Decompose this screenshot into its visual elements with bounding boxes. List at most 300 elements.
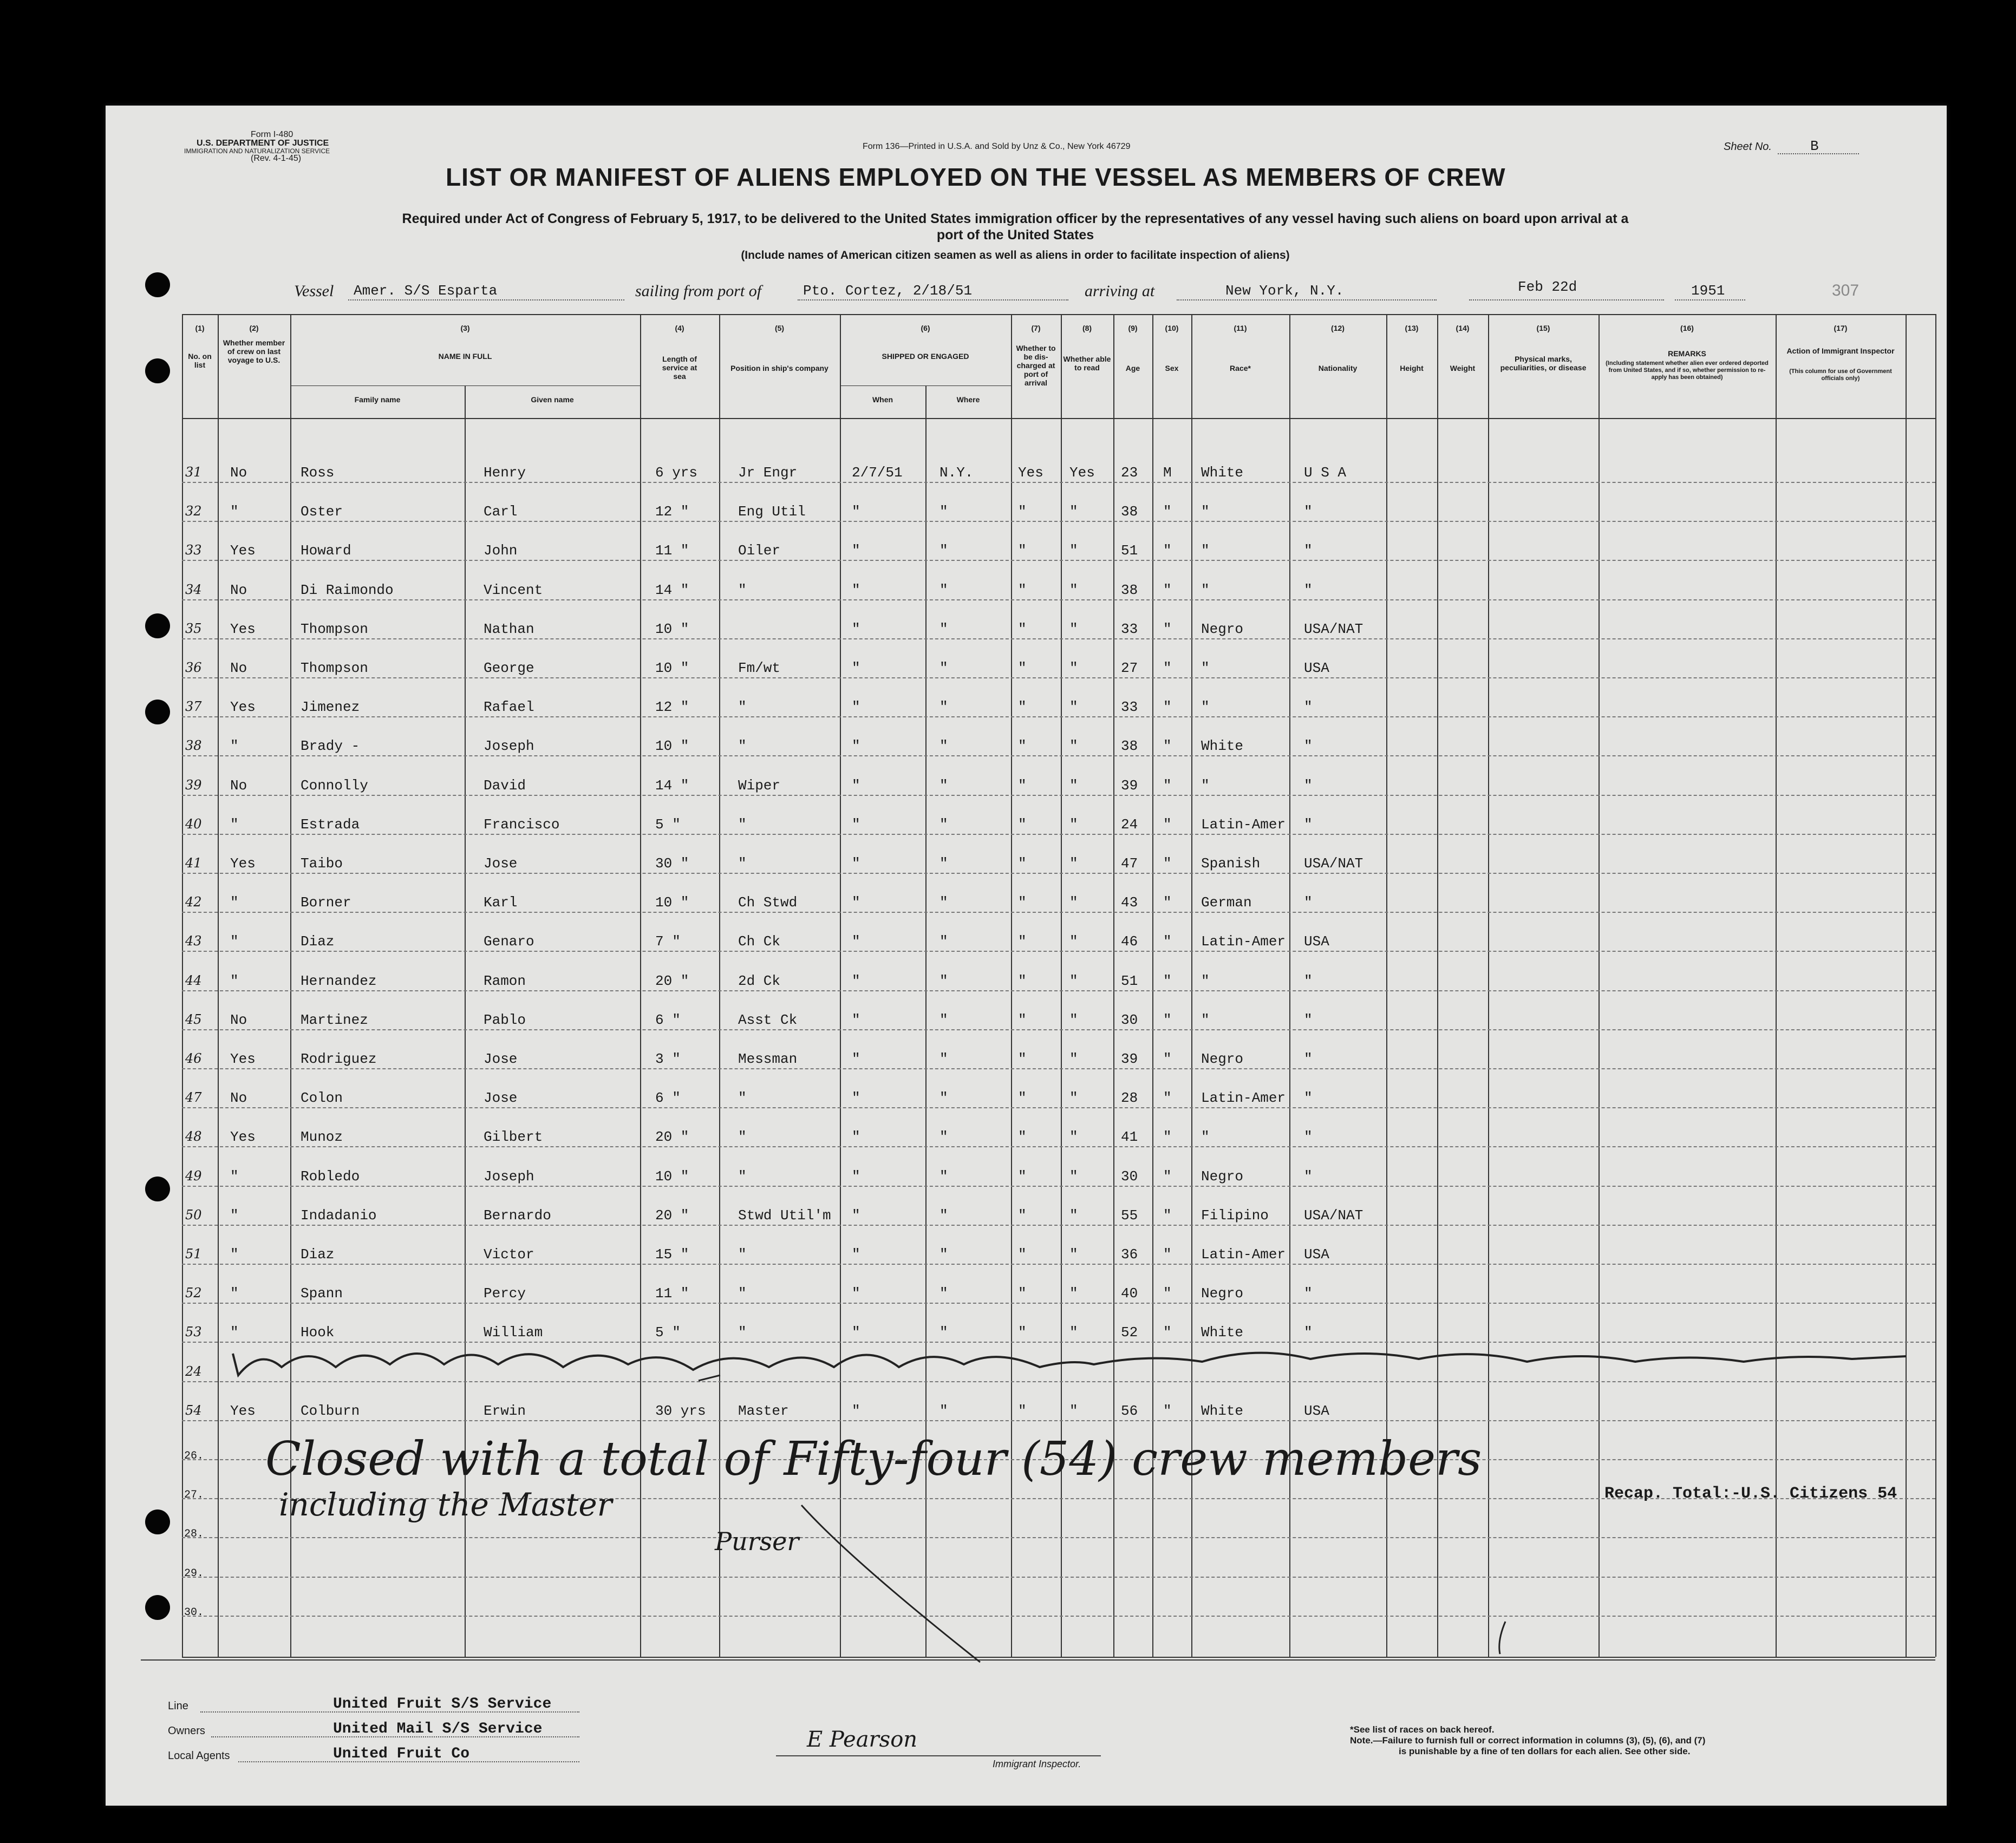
discharged-cell: " <box>1018 699 1027 715</box>
ruled-line <box>182 795 1935 796</box>
family-name-cell: Colburn <box>301 1403 360 1419</box>
sheet-number-underline <box>1778 153 1859 154</box>
race-cell: White <box>1201 1324 1244 1341</box>
closing-note-line-2: including the Master <box>279 1486 612 1523</box>
able-read-cell: " <box>1069 1285 1078 1302</box>
prev-voyage-cell: " <box>230 1285 239 1302</box>
shipped-where-cell: " <box>940 582 948 598</box>
prev-voyage-cell: Yes <box>230 1403 256 1419</box>
arriving-value: New York, N.Y. <box>1225 283 1344 299</box>
family-name-cell: Munoz <box>301 1129 343 1145</box>
header-bottom-border <box>182 418 1935 419</box>
nationality-cell: " <box>1304 816 1313 833</box>
age-cell: 51 <box>1121 973 1138 989</box>
length-service-cell: 10 " <box>655 894 689 911</box>
closing-note-line-1: Closed with a total of Fifty-four (54) crew members <box>265 1432 1482 1486</box>
header-member-last-voyage: Whether member of crew on last voyage to U.S. <box>223 338 285 364</box>
position-cell: Master <box>738 1403 789 1419</box>
position-cell: Ch Stwd <box>738 894 798 911</box>
row-number: 49 <box>185 1168 202 1184</box>
header-race: Race* <box>1230 364 1251 372</box>
purser-signature: Purser <box>715 1527 799 1556</box>
position-cell: " <box>738 582 747 598</box>
family-name-cell: Martinez <box>301 1012 368 1028</box>
punch-hole <box>145 1177 170 1201</box>
position-cell: " <box>738 1129 747 1145</box>
sailing-underline <box>798 299 1068 300</box>
discharged-cell: " <box>1018 504 1027 520</box>
discharged-cell: " <box>1018 1168 1027 1185</box>
row-number: 53 <box>185 1324 202 1339</box>
ruled-line <box>182 1537 1935 1538</box>
length-service-cell: 6 " <box>655 1012 681 1028</box>
row-number: 37 <box>185 699 202 714</box>
able-read-cell: " <box>1069 1246 1078 1263</box>
prev-voyage-cell: " <box>230 894 239 911</box>
header-discharged: Whether to be dis-charged at port of arrival <box>1016 344 1056 387</box>
prev-voyage-cell: " <box>230 973 239 989</box>
prev-voyage-cell: " <box>230 1324 239 1341</box>
shipped-when-cell: " <box>852 1246 860 1263</box>
shipped-when-cell: " <box>852 504 860 520</box>
sex-cell: " <box>1163 1090 1172 1106</box>
race-cell: Negro <box>1201 621 1244 637</box>
given-name-cell: Jose <box>484 1051 518 1067</box>
given-name-cell: Victor <box>484 1246 534 1263</box>
header-name-in-full: NAME IN FULL <box>438 352 492 361</box>
ruled-line <box>182 482 1935 483</box>
blank-row-number: 30. <box>184 1606 204 1619</box>
row-number: 51 <box>185 1246 202 1262</box>
prev-voyage-cell: Yes <box>230 543 256 559</box>
shipped-where-cell: " <box>940 699 948 715</box>
subtitle-line-3: (Include names of American citizen seamen as well as aliens in order to facilitate inspection of aliens) <box>741 249 1290 262</box>
line-value: United Fruit S/S Service <box>333 1696 552 1713</box>
race-cell: " <box>1201 699 1210 715</box>
age-cell: 24 <box>1121 816 1138 833</box>
header-sex: Sex <box>1165 364 1179 372</box>
shipped-when-cell: " <box>852 1012 860 1028</box>
family-name-cell: Oster <box>301 504 343 520</box>
prev-voyage-cell: No <box>230 660 247 676</box>
length-service-cell: 30 " <box>655 855 689 872</box>
row-number: 44 <box>185 973 202 988</box>
prev-voyage-cell: No <box>230 1012 247 1028</box>
age-cell: 39 <box>1121 1051 1138 1067</box>
service: IMMIGRATION AND NATURALIZATION SERVICE <box>184 147 330 155</box>
position-cell: Ch Ck <box>738 933 781 950</box>
col-num: (1) <box>195 324 205 332</box>
sex-cell: " <box>1163 777 1172 794</box>
race-cell: " <box>1201 504 1210 520</box>
date-value: Feb 22d <box>1518 279 1577 295</box>
punch-hole <box>145 1595 170 1620</box>
race-cell: " <box>1201 777 1210 794</box>
discharged-cell: " <box>1018 1129 1027 1145</box>
col-num: (12) <box>1331 324 1345 332</box>
subtitle-line-1: Required under Act of Congress of February 5, 1917, to be delivered to the United States immigration officer by the representatives of any vessel having such aliens on board upon arrival at a <box>402 211 1629 226</box>
nationality-cell: " <box>1304 973 1313 989</box>
length-service-cell: 30 yrs <box>655 1403 706 1419</box>
position-cell: " <box>738 1324 747 1341</box>
col-num: (4) <box>675 324 684 332</box>
age-cell: 51 <box>1121 543 1138 559</box>
length-service-cell: 6 yrs <box>655 465 698 481</box>
discharged-cell: " <box>1018 738 1027 754</box>
discharged-cell: " <box>1018 855 1027 872</box>
length-service-cell: 20 " <box>655 1129 689 1145</box>
blank-row-number: 29. <box>184 1567 204 1580</box>
age-cell: 33 <box>1121 699 1138 715</box>
header-no-on-list: No. on list <box>188 352 212 369</box>
given-name-cell: John <box>484 543 518 559</box>
position-cell: " <box>738 699 747 715</box>
shipped-where-cell: " <box>940 1168 948 1185</box>
header-when: When <box>872 395 893 404</box>
col-num: (16) <box>1680 324 1694 332</box>
footer-separator <box>141 1659 1935 1661</box>
sex-cell: " <box>1163 1324 1172 1341</box>
nationality-cell: " <box>1304 1129 1313 1145</box>
discharged-cell: " <box>1018 1090 1027 1106</box>
ruled-line <box>182 1303 1935 1304</box>
age-cell: 52 <box>1121 1324 1138 1341</box>
nationality-cell: " <box>1304 1051 1313 1067</box>
discharged-cell: " <box>1018 777 1027 794</box>
discharged-cell: " <box>1018 894 1027 911</box>
able-read-cell: " <box>1069 1129 1078 1145</box>
family-name-cell: Thompson <box>301 621 368 637</box>
family-name-cell: Estrada <box>301 816 360 833</box>
age-cell: 38 <box>1121 738 1138 754</box>
prev-voyage-cell: No <box>230 465 247 481</box>
prev-voyage-cell: " <box>230 933 239 950</box>
family-name-cell: Thompson <box>301 660 368 676</box>
sex-cell: " <box>1163 660 1172 676</box>
shipped-where-cell: " <box>940 973 948 989</box>
col-num: (11) <box>1234 324 1247 332</box>
length-service-cell: 11 " <box>655 1285 689 1302</box>
ruled-line <box>182 1616 1935 1617</box>
discharged-cell: " <box>1018 1051 1027 1067</box>
sex-cell: " <box>1163 738 1172 754</box>
penalty-note-2: is punishable by a fine of ten dollars for each alien. See other side. <box>1399 1746 1691 1756</box>
position-cell: " <box>738 855 747 872</box>
length-service-cell: 10 " <box>655 621 689 637</box>
shipped-when-cell: " <box>852 855 860 872</box>
shipped-when-cell: " <box>852 543 860 559</box>
sex-cell: M <box>1163 465 1172 481</box>
shipped-when-cell: " <box>852 1129 860 1145</box>
nationality-cell: " <box>1304 543 1313 559</box>
discharged-cell: " <box>1018 816 1027 833</box>
ruled-line <box>182 912 1935 913</box>
age-cell: 36 <box>1121 1246 1138 1263</box>
signature-underline <box>776 1755 1101 1756</box>
position-cell: " <box>738 1090 747 1106</box>
able-read-cell: " <box>1069 933 1078 950</box>
prev-voyage-cell: Yes <box>230 699 256 715</box>
sex-cell: " <box>1163 855 1172 872</box>
shipped-when-cell: " <box>852 1051 860 1067</box>
given-name-cell: Vincent <box>484 582 543 598</box>
ruled-line <box>182 638 1935 639</box>
shipped-when-cell: " <box>852 699 860 715</box>
header-weight: Weight <box>1450 364 1476 372</box>
able-read-cell: " <box>1069 504 1078 520</box>
shipped-when-cell: " <box>852 1207 860 1224</box>
year-value: 1951 <box>1691 283 1725 299</box>
race-cell: " <box>1201 660 1210 676</box>
race-cell: White <box>1201 738 1244 754</box>
punch-hole <box>145 272 170 297</box>
ruled-line <box>182 990 1935 991</box>
row-number: 52 <box>185 1285 202 1300</box>
ruled-line <box>182 677 1935 678</box>
nationality-cell: USA <box>1304 1403 1329 1419</box>
nationality-cell: " <box>1304 894 1313 911</box>
shipped-when-cell: " <box>852 816 860 833</box>
prev-voyage-cell: " <box>230 1246 239 1263</box>
nationality-cell: USA/NAT <box>1304 1207 1363 1224</box>
sex-cell: " <box>1163 504 1172 520</box>
position-cell: Asst Ck <box>738 1012 798 1028</box>
length-service-cell: 6 " <box>655 1090 681 1106</box>
row-number: 34 <box>185 582 202 597</box>
column-divider <box>182 314 183 1657</box>
shipped-where-cell: " <box>940 1090 948 1106</box>
nationality-cell: " <box>1304 1324 1313 1341</box>
header-length-service: Length of service at sea <box>662 355 697 381</box>
sex-cell: " <box>1163 973 1172 989</box>
col-num: (10) <box>1165 324 1179 332</box>
owners-label: Owners <box>168 1725 205 1737</box>
position-cell: 2d Ck <box>738 973 781 989</box>
row-number: 38 <box>185 738 202 753</box>
age-cell: 38 <box>1121 504 1138 520</box>
length-service-cell: 10 " <box>655 738 689 754</box>
sailing-label: sailing from port of <box>635 282 762 300</box>
shipped-where-cell: " <box>940 855 948 872</box>
sex-cell: " <box>1163 543 1172 559</box>
column-divider <box>1906 314 1907 1657</box>
row-number: 48 <box>185 1129 202 1144</box>
ruled-line <box>182 1186 1935 1187</box>
prev-voyage-cell: " <box>230 1168 239 1185</box>
age-cell: 43 <box>1121 894 1138 911</box>
shipped-where-cell: " <box>940 1403 948 1419</box>
shipped-where-cell: " <box>940 1246 948 1263</box>
given-name-cell: Carl <box>484 504 518 520</box>
length-service-cell: 14 " <box>655 777 689 794</box>
column-divider <box>1599 314 1600 1657</box>
given-name-cell: Karl <box>484 894 518 911</box>
shipped-where-cell: " <box>940 777 948 794</box>
ruled-line <box>182 1264 1935 1265</box>
sailing-value: Pto. Cortez, 2/18/51 <box>803 283 973 299</box>
header-nationality: Nationality <box>1318 364 1358 372</box>
able-read-cell: " <box>1069 816 1078 833</box>
given-name-cell: Rafael <box>484 699 534 715</box>
able-read-cell: " <box>1069 973 1078 989</box>
ruled-line <box>182 1029 1935 1030</box>
header-given-name: Given name <box>531 395 574 404</box>
shipped-when-cell: " <box>852 933 860 950</box>
age-cell: 56 <box>1121 1403 1138 1419</box>
header-where: Where <box>956 395 980 404</box>
ruled-line <box>182 560 1935 561</box>
given-name-cell: Francisco <box>484 816 560 833</box>
shipped-when-cell: " <box>852 1324 860 1341</box>
vessel-underline <box>348 299 624 300</box>
family-name-cell: Ross <box>301 465 335 481</box>
header-remarks-note: (Including statement whether alien ever ordered deported from United States, and if so, whether permission to re-apply has been obtained) <box>1606 360 1769 381</box>
age-cell: 47 <box>1121 855 1138 872</box>
age-cell: 39 <box>1121 777 1138 794</box>
shipped-when-cell: " <box>852 738 860 754</box>
nationality-cell: U S A <box>1304 465 1347 481</box>
given-name-cell: Jose <box>484 855 518 872</box>
discharged-cell: " <box>1018 543 1027 559</box>
age-cell: 46 <box>1121 933 1138 950</box>
race-cell: Latin-Amer <box>1201 1090 1286 1106</box>
revision: (Rev. 4-1-45) <box>251 154 302 163</box>
recap-total: Recap. Total:-U.S. Citizens 54 <box>1604 1485 1897 1503</box>
date-underline <box>1469 299 1664 300</box>
race-cell: Latin-Amer <box>1201 1246 1286 1263</box>
line-label: Line <box>168 1700 188 1712</box>
position-cell: Wiper <box>738 777 781 794</box>
column-divider <box>1488 314 1489 1657</box>
given-name-cell: Pablo <box>484 1012 526 1028</box>
race-cell: White <box>1201 465 1244 481</box>
ruled-line <box>182 1146 1935 1147</box>
shipped-where-cell: " <box>940 933 948 950</box>
row-number: 35 <box>185 621 202 636</box>
race-cell: " <box>1201 582 1210 598</box>
nationality-cell: USA <box>1304 933 1329 950</box>
col-num: (9) <box>1128 324 1138 332</box>
sheet-label: Sheet No. <box>1724 141 1772 153</box>
given-name-cell: Joseph <box>484 738 534 754</box>
department: U.S. DEPARTMENT OF JUSTICE <box>197 139 329 148</box>
header-action: Action of Immigrant Inspector <box>1786 347 1895 355</box>
punch-hole <box>145 700 170 724</box>
able-read-cell: " <box>1069 1051 1078 1067</box>
length-service-cell: 12 " <box>655 504 689 520</box>
ruled-line <box>182 716 1935 717</box>
shipped-when-cell: " <box>852 1285 860 1302</box>
able-read-cell: " <box>1069 1012 1078 1028</box>
discharged-cell: " <box>1018 1012 1027 1028</box>
sex-cell: " <box>1163 816 1172 833</box>
discharged-cell: " <box>1018 973 1027 989</box>
sex-cell: " <box>1163 1051 1172 1067</box>
age-cell: 23 <box>1121 465 1138 481</box>
family-name-cell: Rodriguez <box>301 1051 377 1067</box>
race-cell: White <box>1201 1403 1244 1419</box>
discharged-cell: " <box>1018 1324 1027 1341</box>
shipped-when-cell: " <box>852 582 860 598</box>
nationality-cell: " <box>1304 504 1313 520</box>
punch-hole <box>145 613 170 638</box>
prev-voyage-cell: No <box>230 1090 247 1106</box>
shipped-where-cell: N.Y. <box>940 465 974 481</box>
discharged-cell: " <box>1018 1403 1027 1419</box>
able-read-cell: " <box>1069 660 1078 676</box>
ruled-line <box>182 599 1935 600</box>
shipped-where-cell: " <box>940 1051 948 1067</box>
prev-voyage-cell: Yes <box>230 1051 256 1067</box>
race-cell: " <box>1201 1129 1210 1145</box>
shipped-where-cell: " <box>940 1207 948 1224</box>
age-cell: 55 <box>1121 1207 1138 1224</box>
header-shipped: SHIPPED OR ENGAGED <box>882 352 969 361</box>
discharged-cell: " <box>1018 1246 1027 1263</box>
row-number: 50 <box>185 1207 202 1223</box>
shipped-when-cell: " <box>852 894 860 911</box>
length-service-cell: 20 " <box>655 1207 689 1224</box>
sex-cell: " <box>1163 582 1172 598</box>
position-cell: " <box>738 1168 747 1185</box>
year-underline <box>1675 299 1745 300</box>
family-name-cell: Indadanio <box>301 1207 377 1224</box>
page-stamp: 307 <box>1832 282 1860 299</box>
prev-voyage-cell: " <box>230 816 239 833</box>
age-cell: 27 <box>1121 660 1138 676</box>
blank-row-number: 28. <box>184 1528 204 1540</box>
race-cell: German <box>1201 894 1252 911</box>
shipped-where-cell: " <box>940 1129 948 1145</box>
inspector-label: Immigrant Inspector. <box>993 1759 1081 1769</box>
col-num: (6) <box>921 324 930 332</box>
nationality-cell: " <box>1304 777 1313 794</box>
form-id: Form I-480 <box>251 130 293 139</box>
length-service-cell: 12 " <box>655 699 689 715</box>
sex-cell: " <box>1163 1246 1172 1263</box>
position-cell: " <box>738 1246 747 1263</box>
header-able-read: Whether able to read <box>1063 355 1111 372</box>
able-read-cell: " <box>1069 894 1078 911</box>
given-name-cell: Joseph <box>484 1168 534 1185</box>
position-cell: Eng Util <box>738 504 806 520</box>
length-service-cell: 11 " <box>655 543 689 559</box>
race-cell: Filipino <box>1201 1207 1269 1224</box>
race-cell: " <box>1201 543 1210 559</box>
race-cell: " <box>1201 973 1210 989</box>
length-service-cell: 15 " <box>655 1246 689 1263</box>
row-number: 33 <box>185 543 202 558</box>
nationality-cell: " <box>1304 699 1313 715</box>
given-name-cell: Gilbert <box>484 1129 543 1145</box>
family-name-cell: Taibo <box>301 855 343 872</box>
position-cell: " <box>738 1285 747 1302</box>
nationality-cell: " <box>1304 1090 1313 1106</box>
discharged-cell: Yes <box>1018 465 1043 481</box>
ruled-line <box>182 951 1935 952</box>
shipped-when-cell: " <box>852 1090 860 1106</box>
position-cell: " <box>738 738 747 754</box>
column-divider <box>1776 314 1777 1657</box>
race-cell: Latin-Amer <box>1201 933 1286 950</box>
races-note: *See list of races on back hereof. <box>1350 1724 1495 1735</box>
age-cell: 33 <box>1121 621 1138 637</box>
penalty-note-1: Note.—Failure to furnish full or correct information in columns (3), (5), (6), and (7) <box>1350 1735 1706 1746</box>
table-top-border <box>182 314 1935 315</box>
sex-cell: " <box>1163 1207 1172 1224</box>
tick-mark <box>1495 1619 1516 1657</box>
able-read-cell: " <box>1069 1168 1078 1185</box>
